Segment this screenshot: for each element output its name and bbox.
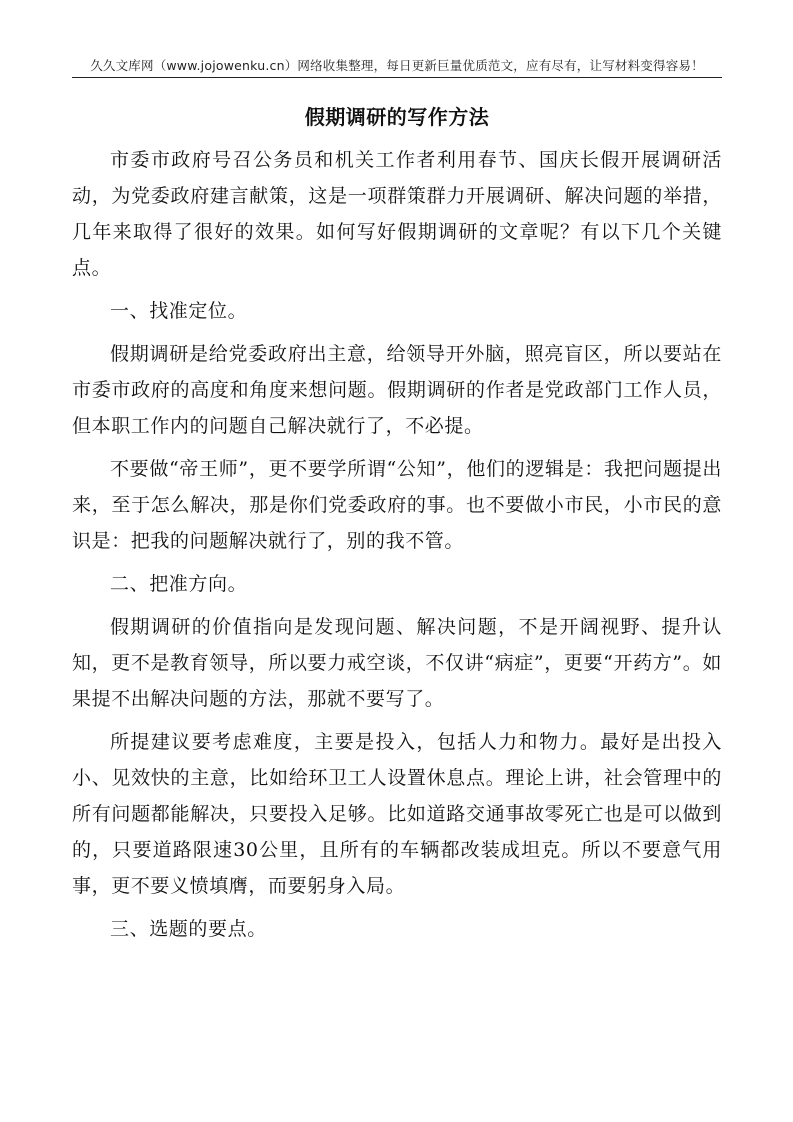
paragraph-intro: 市委市政府号召公务员和机关工作者利用春节、国庆长假开展调研活动，为党委政府建言献策，这是一项群策群力开展调研、解决问题的举措，几年来取得了很好的效果。如何写好假期调研的文章呢？有以下几个关键点。 bbox=[72, 149, 722, 279]
page-header: 久久文库网（www.jojowenku.cn）网络收集整理，每日更新巨量优质范文，应有尽有，让写材料变得容易！ bbox=[90, 58, 704, 73]
section-heading-3: 三、选题的要点。 bbox=[110, 918, 267, 940]
paragraph: 所提建议要考虑难度，主要是投入，包括人力和物力。最好是出投入小、见效快的主意，比如给环卫工人设置休息点。理论上讲，社会管理中的所有问题都能解决，只要投入足够。比如道路交通事故零死亡也是可以做到的，只要道路限速30公里，且所有的车辆都改装成坦克。所以不要意气用事，更不要义愤填膺，而要躬身入局。 bbox=[72, 731, 722, 897]
paragraph: 假期调研的价值指向是发现问题、解决问题，不是开阔视野、提升认知，更不是教育领导，所以要力戒空谈，不仅讲“病症”，更要“开药方”。如果提不出解决问题的方法，那就不要写了。 bbox=[72, 616, 722, 710]
section-heading-2: 二、把准方向。 bbox=[110, 573, 248, 595]
document-title: 假期调研的写作方法 bbox=[304, 105, 490, 129]
paragraph: 假期调研是给党委政府出主意，给领导开外脑，照亮盲区，所以要站在市委市政府的高度和角度来想问题。假期调研的作者是党政部门工作人员，但本职工作内的问题自己解决就行了，不必提。 bbox=[72, 343, 722, 437]
paragraph: 不要做“帝王师”，更不要学所谓“公知”，他们的逻辑是：我把问题提出来，至于怎么解决，那是你们党委政府的事。也不要做小市民，小市民的意识是：把我的问题解决就行了，别的我不管。 bbox=[72, 458, 722, 552]
document-body bbox=[72, 102, 722, 954]
header-divider bbox=[72, 77, 722, 78]
section-heading-1: 一、找准定位。 bbox=[110, 300, 248, 322]
